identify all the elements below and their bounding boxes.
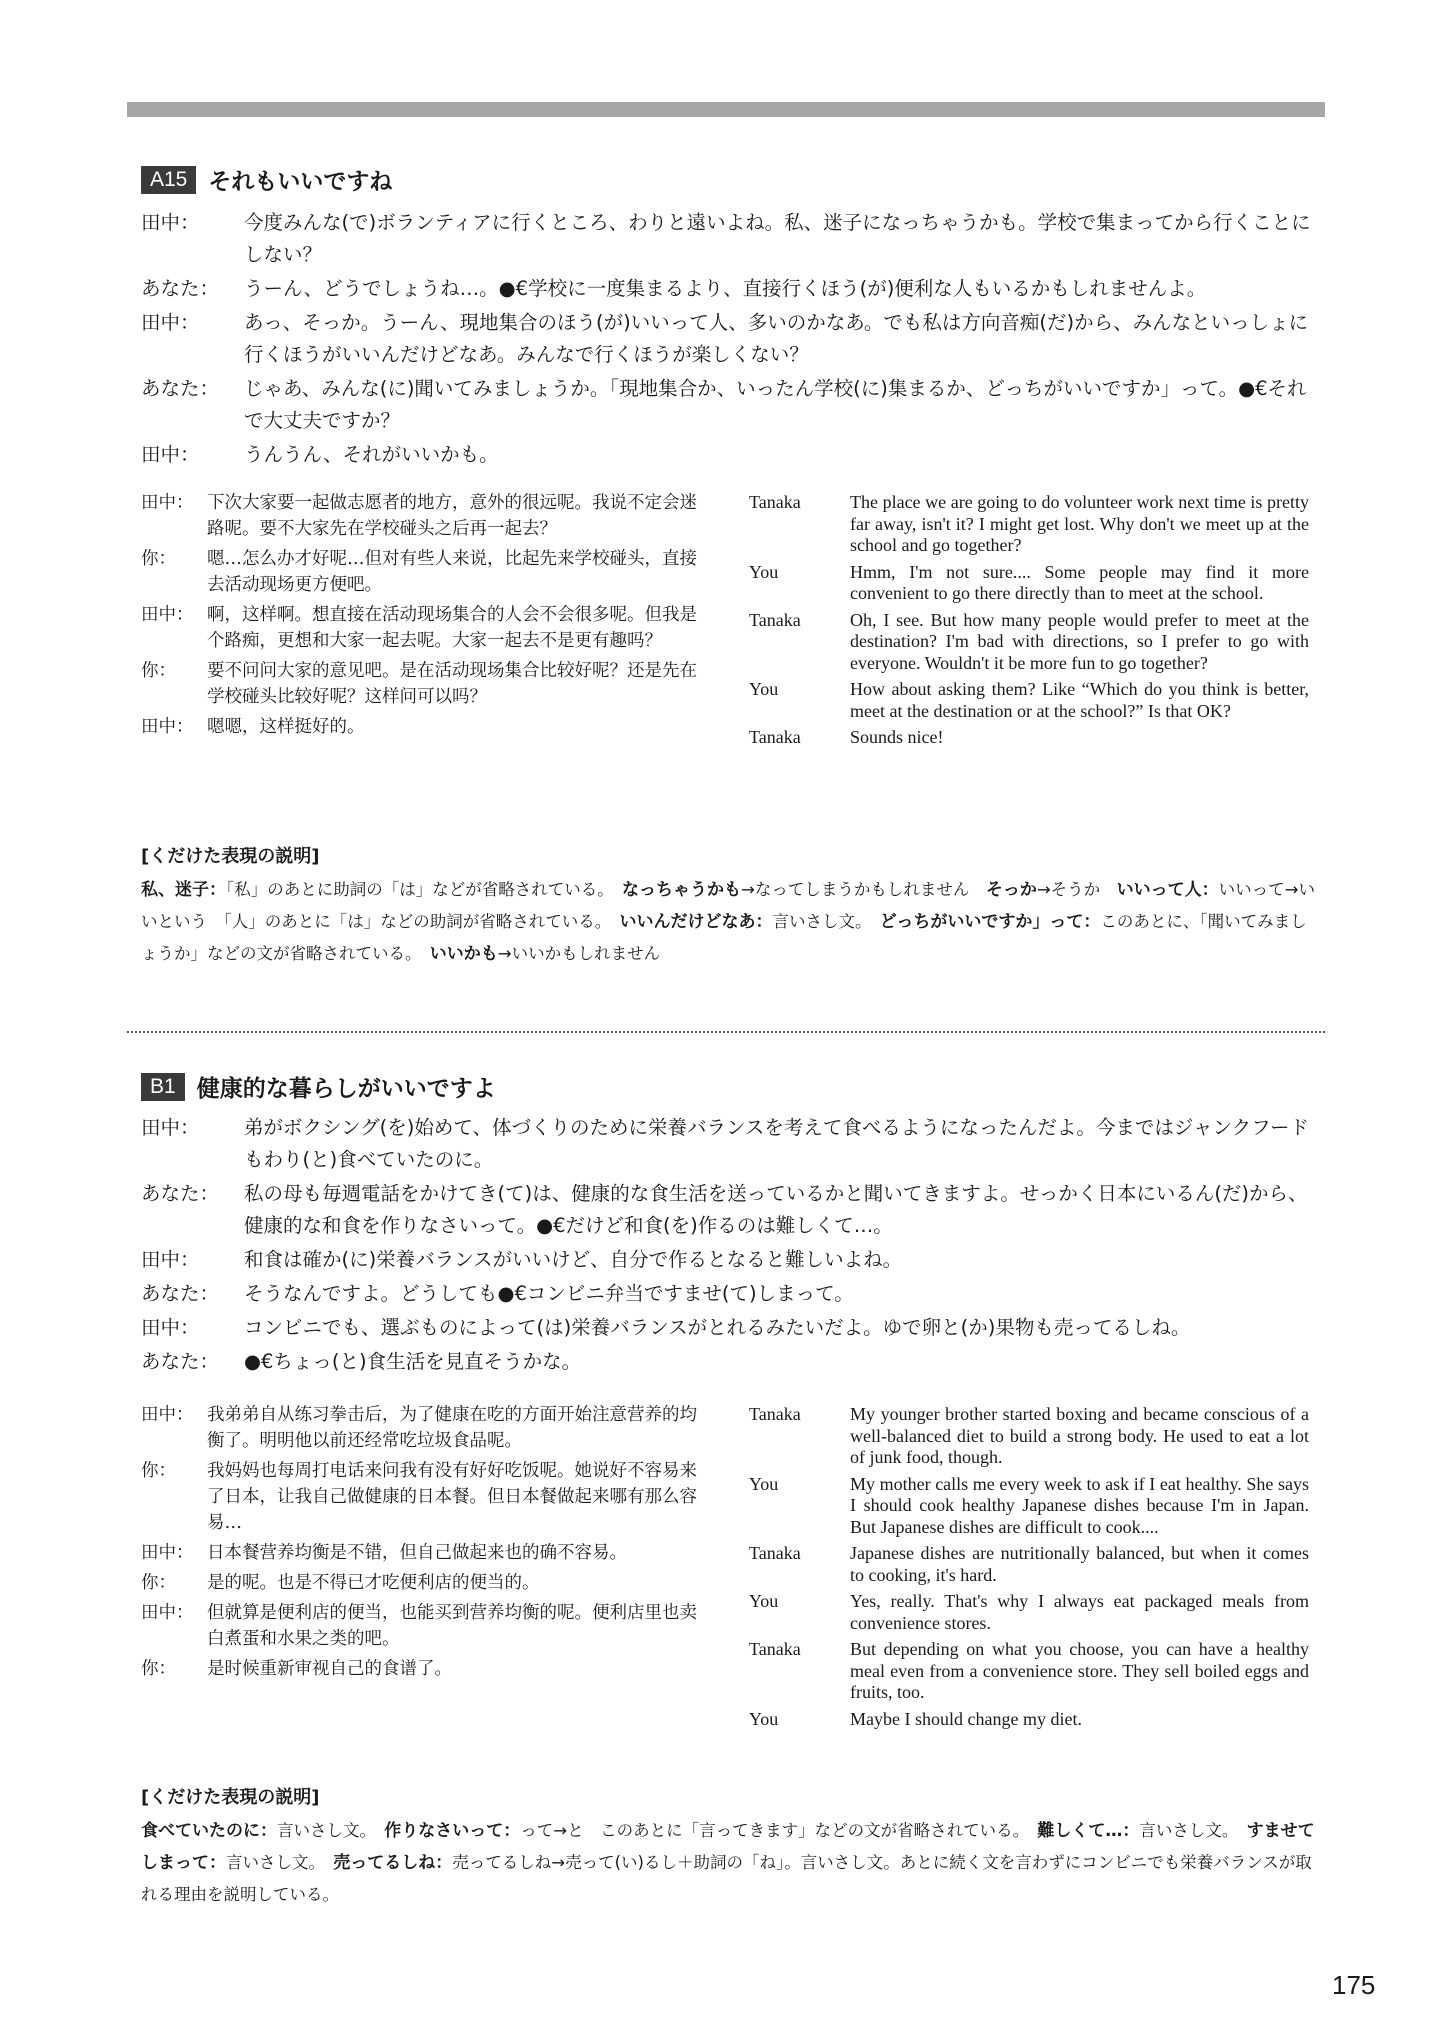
dialog-line — [141, 273, 1321, 305]
translation-text: 嗯…怎么办才好呢…但对有些人来说，比起先来学校碰头，直接去活动现场更方便吧。 — [207, 549, 697, 595]
translation-line — [141, 602, 709, 654]
translation-line — [141, 1458, 709, 1536]
speaker: 田中： — [141, 1543, 194, 1563]
explanation-term: いいかも — [429, 944, 498, 964]
dialog-line — [141, 1312, 1321, 1344]
translation-line — [141, 658, 709, 710]
speaker: You — [749, 1708, 779, 1729]
english-translation-b1 — [749, 1404, 1309, 1735]
translation-text: Yes, really. That's why I always eat packaged meals from convenience stores. — [850, 1591, 1309, 1633]
dialog-text: じゃあ、みんな(に)聞いてみましょうか。「現地集合か、いったん学校(に)集まるか、どっちがいいですか」って。●€それで大丈夫ですか？ — [244, 377, 1307, 432]
top-gray-bar — [127, 102, 1325, 117]
explanation-term: すませてしまって： — [141, 1821, 1315, 1873]
explanation-text: 言いさし文。 — [226, 1853, 334, 1872]
translation-line — [141, 490, 709, 542]
dialog-line — [141, 373, 1321, 437]
translation-text: Maybe I should change my diet. — [850, 1708, 1082, 1729]
translation-line — [749, 1639, 1309, 1704]
speaker: Tanaka — [749, 1639, 801, 1659]
explanation-text: 売ってるしね→売って(い)るし＋助詞の「ね」。言いさし文。あとに続く文を言わずにコンビニでも栄養バランスが取れる理由を説明している。 — [141, 1853, 1312, 1904]
dialog-line — [141, 1112, 1321, 1176]
translation-text: Sounds nice! — [850, 727, 944, 747]
speaker: 你： — [141, 1659, 176, 1679]
explanation-term: どっちがいいですか」って： — [879, 912, 1101, 932]
dialog-text: コンビニでも、選ぶものによって(は)栄養バランスがとれるみたいだよ。ゆで卵と(か)果物も売ってるしね。 — [244, 1316, 1191, 1339]
translation-line — [141, 1540, 709, 1566]
section-title: 健康的な暮らしがいいですよ — [196, 1076, 496, 1102]
translation-line — [141, 1402, 709, 1454]
dialog-line — [141, 1346, 1321, 1378]
section-header-a15 — [141, 163, 392, 196]
explanation-text: →いいかもしれません — [497, 944, 661, 963]
translation-text: 但就算是便利店的便当，也能买到营养均衡的呢。便利店里也卖白煮蛋和水果之类的吧。 — [207, 1603, 697, 1649]
explanation-term: 作りなさいって： — [384, 1821, 521, 1841]
speaker: 田中： — [141, 605, 194, 625]
speaker: あなた： — [141, 1282, 220, 1305]
dialog-text: 私の母も毎週電話をかけてき(て)は、健康的な食生活を送っているかと聞いてきますよ。せっかく日本にいるん(だ)から、健康的な和食を作りなさいって。●€だけど和食(を)作るのは難しくて…。 — [244, 1182, 1308, 1237]
speaker: あなた： — [141, 1182, 220, 1205]
speaker: 田中： — [141, 443, 200, 466]
explanation-term: 難しくて…： — [1037, 1821, 1140, 1841]
translation-text: 嗯嗯，这样挺好的。 — [207, 717, 365, 737]
speaker: You — [749, 1473, 779, 1494]
speaker: 你： — [141, 1573, 176, 1593]
explanation-text: 「私」のあとに助詞の「は」などが省略されている。 — [226, 880, 622, 899]
speaker: 田中： — [141, 1316, 200, 1339]
dialog-text: あっ、そっか。うーん、現地集合のほう(が)いいって人、多いのかなあ。でも私は方向音痴(だ)から、みんなといっしょに行くほうがいいんだけどなあ。みんなで行くほうが楽しくない？ — [244, 311, 1309, 366]
speaker: 田中： — [141, 1405, 194, 1425]
explanation-term: 私、迷子： — [141, 880, 226, 900]
english-translation-a15 — [749, 492, 1309, 754]
translation-text: Japanese dishes are nutritionally balanced, but when it comes to cooking, it's hard. — [850, 1543, 1309, 1585]
translation-line — [749, 610, 1309, 675]
explanation-text: 言いさし文。 — [772, 912, 880, 931]
explanation-term: 売ってるしね： — [333, 1853, 453, 1873]
explanation-text: って→と このあとに「言ってきます」などの文が省略されている。 — [520, 1821, 1038, 1840]
speaker: Tanaka — [749, 1543, 801, 1563]
speaker: Tanaka — [749, 727, 801, 747]
explanation-heading: [くだけた表現の説明] — [141, 846, 320, 867]
speaker: あなた： — [141, 377, 220, 400]
dialog-line — [141, 307, 1321, 371]
translation-line — [749, 1709, 1309, 1731]
speaker: 田中： — [141, 1116, 200, 1139]
speaker: 田中： — [141, 1603, 194, 1623]
translation-text: 日本餐营养均衡是不错，但自己做起来也的确不容易。 — [207, 1543, 627, 1563]
translation-text: 啊，这样啊。想直接在活动现场集合的人会不会很多呢。但我是个路痴，更想和大家一起去呢。大家一起去不是更有趣吗？ — [207, 605, 697, 651]
dialog-text: 弟がボクシング(を)始めて、体づくりのために栄養バランスを考えて食べるようになったんだよ。今まではジャンクフードもわり(と)食べていたのに。 — [244, 1116, 1309, 1171]
explanation-text: このあとに、「聞いてみましょうか」などの文が省略されている。 — [141, 912, 1307, 963]
translation-text: 要不问问大家的意见吧。是在活动现场集合比较好呢？还是先在学校碰头比较好呢？这样问可以吗？ — [207, 661, 697, 707]
section-badge: A15 — [141, 166, 196, 194]
translation-text: 我弟弟自从练习拳击后，为了健康在吃的方面开始注意营养的均衡了。明明他以前还经常吃垃圾食品呢。 — [207, 1405, 697, 1451]
translation-line — [749, 562, 1309, 605]
explanation-term: そっか — [985, 880, 1037, 900]
translation-line — [141, 1570, 709, 1596]
dialog-text: うーん、どうでしょうね…。●€学校に一度集まるより、直接行くほう(が)便利な人もいるかもしれませんよ。 — [244, 277, 1207, 300]
translation-line — [749, 1591, 1309, 1634]
explanation-text: 言いさし文。 — [277, 1821, 385, 1840]
speaker: あなた： — [141, 1350, 220, 1373]
dialog-text: うんうん、それがいいかも。 — [244, 443, 499, 466]
explanation-text: 言いさし文。 — [1139, 1821, 1247, 1840]
translation-line — [749, 727, 1309, 749]
explanation-a15 — [141, 874, 1321, 970]
translation-line — [749, 1404, 1309, 1469]
translation-line — [141, 714, 709, 740]
speaker: You — [749, 679, 779, 699]
speaker: 你： — [141, 549, 176, 569]
speaker: You — [749, 561, 779, 582]
translation-text: Hmm, I'm not sure.... Some people may find it more convenient to go there directly than to meet at the school. — [850, 561, 1309, 603]
section-header-b1 — [141, 1070, 496, 1103]
translation-text: How about asking them? Like “Which do you think is better, meet at the destination or at the school?” Is that OK? — [850, 679, 1309, 721]
chinese-translation-a15 — [141, 490, 709, 744]
explanation-heading: [くだけた表現の説明] — [141, 1787, 320, 1808]
speaker: 田中： — [141, 1248, 200, 1271]
explanation-b1 — [141, 1815, 1321, 1910]
speaker: 田中： — [141, 211, 200, 234]
dialog-line — [141, 1244, 1321, 1276]
chinese-translation-b1 — [141, 1402, 709, 1686]
translation-text: 我妈妈也每周打电话来问我有没有好好吃饭呢。她说好不容易来了日本，让我自己做健康的日本餐。但日本餐做起来哪有那么容易… — [207, 1461, 697, 1533]
speaker: You — [749, 1591, 779, 1611]
section-badge: B1 — [141, 1073, 185, 1101]
translation-line — [141, 546, 709, 598]
dialog-text: 今度みんな(で)ボランティアに行くところ、わりと遠いよね。私、迷子になっちゃうかも。学校で集まってから行くことにしない？ — [244, 211, 1311, 266]
dialog-line — [141, 1278, 1321, 1310]
speaker: Tanaka — [749, 492, 801, 512]
japanese-dialog-a15 — [141, 207, 1321, 473]
page-number: 175 — [1332, 1970, 1376, 2000]
speaker: 田中： — [141, 717, 194, 737]
explanation-term: なっちゃうかも — [622, 880, 741, 900]
section-divider — [127, 1031, 1325, 1033]
explanation-term: いいって人： — [1116, 880, 1219, 900]
dialog-text: そうなんですよ。どうしても●€コンビニ弁当ですませ(て)しまって。 — [244, 1282, 854, 1305]
translation-line — [141, 1600, 709, 1652]
explanation-text: いいって→いいという 「人」のあとに「は」などの助詞が省略されている。 — [141, 880, 1315, 931]
dialog-line — [141, 1178, 1321, 1242]
speaker: Tanaka — [749, 1404, 801, 1424]
translation-line — [749, 679, 1309, 722]
translation-text: 是的呢。也是不得已才吃便利店的便当的。 — [207, 1573, 540, 1593]
japanese-dialog-b1 — [141, 1112, 1321, 1380]
explanation-text: →そうか — [1036, 880, 1117, 899]
translation-text: My younger brother started boxing and became conscious of a well-balanced diet to build a strong body. He used to eat a lot of junk food, though. — [850, 1404, 1309, 1467]
speaker: 田中： — [141, 493, 194, 513]
speaker: 田中： — [141, 311, 200, 334]
explanation-term: 食べていたのに： — [141, 1821, 277, 1841]
dialog-line — [141, 207, 1321, 271]
translation-text: 是时候重新审视自己的食谱了。 — [207, 1659, 452, 1679]
speaker: Tanaka — [749, 609, 801, 630]
explanation-text: →なってしまうかもしれません — [741, 880, 986, 899]
explanation-term: いいんだけどなあ： — [619, 912, 773, 932]
speaker: 你： — [141, 661, 176, 681]
section-title: それもいいですね — [208, 169, 393, 195]
translation-text: But depending on what you choose, you can have a healthy meal even from a convenience store. They sell boiled eggs and fruits, too. — [850, 1639, 1309, 1702]
dialog-text: 和食は確か(に)栄養バランスがいいけど、自分で作るとなると難しいよね。 — [244, 1248, 903, 1271]
translation-line — [749, 1474, 1309, 1539]
dialog-line — [141, 439, 1321, 471]
translation-text: The place we are going to do volunteer work next time is pretty far away, isn't it? I might get lost. Why don't we meet up at the school and go together? — [850, 492, 1309, 555]
dialog-text: ●€ちょっ(と)食生活を見直そうかな。 — [244, 1350, 582, 1373]
speaker: 你： — [141, 1461, 176, 1481]
translation-line — [749, 1543, 1309, 1586]
translation-text: Oh, I see. But how many people would prefer to meet at the destination? I'm bad with directions, so I prefer to go with everyone. Wouldn't it be more fun to go together? — [850, 609, 1309, 673]
translation-text: 下次大家要一起做志愿者的地方，意外的很远呢。我说不定会迷路呢。要不大家先在学校碰头之后再一起去？ — [207, 493, 697, 539]
translation-text: My mother calls me every week to ask if I eat healthy. She says I should cook healthy Japanese dishes because I'm in Japan. But Japanese dishes are difficult to cook.... — [850, 1473, 1309, 1537]
speaker: あなた： — [141, 277, 220, 300]
translation-line — [141, 1656, 709, 1682]
translation-line — [749, 492, 1309, 557]
